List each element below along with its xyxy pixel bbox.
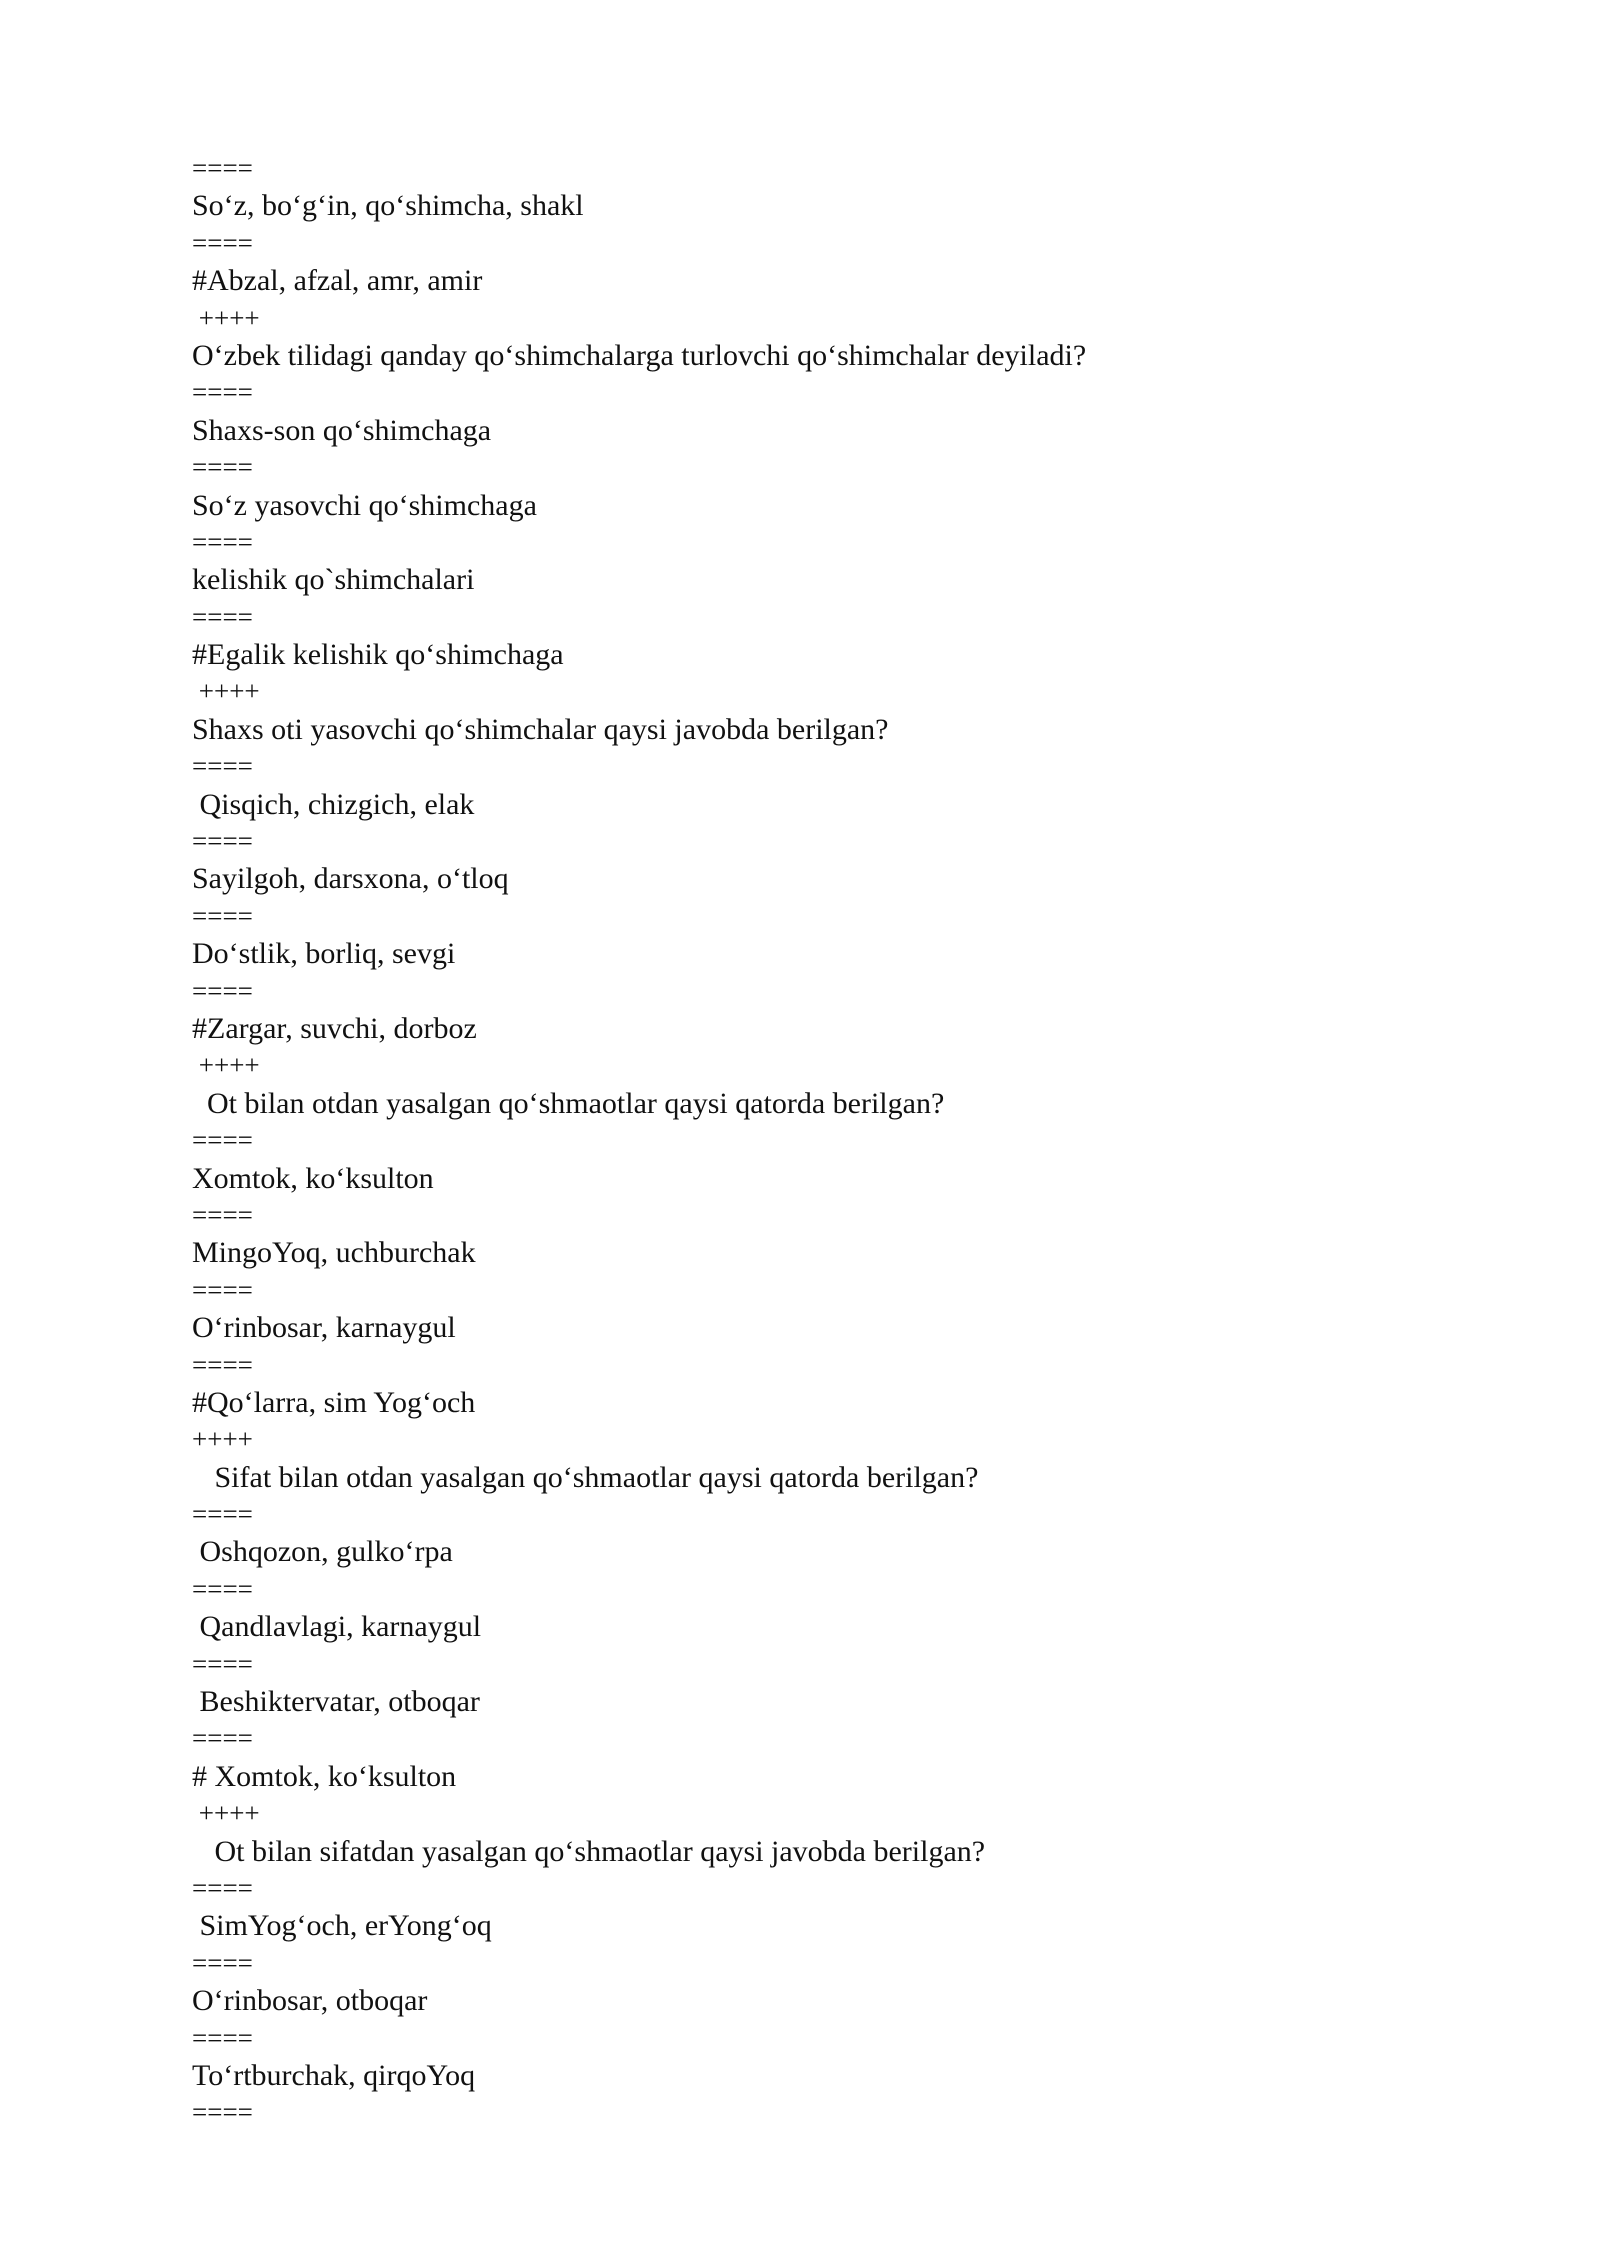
separator-line: ==== [192,826,253,857]
correct-answer-line: #Abzal, afzal, amr, amir [192,264,483,298]
document-text-body [192,150,1492,2132]
text-line: Shaxs oti yasovchi qo‘shimchalar qaysi javobda berilgan? [192,712,889,746]
text-line: Xomtok, ko‘ksulton [192,1161,434,1195]
text-line: Sayilgoh, darsxona, o‘tloq [192,862,509,896]
text-line: O‘rinbosar, otboqar [192,1984,428,2018]
text-line: So‘z yasovchi qo‘shimchaga [192,488,537,522]
separator-line: ==== [192,526,253,557]
separator-line: ==== [192,1199,253,1230]
text-line: So‘z, bo‘g‘in, qo‘shimcha, shakl [192,189,584,223]
separator-line: ==== [192,1125,253,1156]
separator-line: ==== [192,900,253,931]
question-marker-line: ++++ [192,676,260,707]
text-line: Qisqich, chizgich, elak [192,787,475,821]
separator-line: ==== [192,1274,253,1305]
text-line: O‘zbek tilidagi qanday qo‘shimchalarga turlovchi qo‘shimchalar deyiladi? [192,338,1087,372]
separator-line: ==== [192,2022,253,2053]
separator-line: ==== [192,1723,253,1754]
text-line: Shaxs-son qo‘shimchaga [192,413,492,447]
question-marker-line: ++++ [192,1050,260,1081]
question-marker-line: ++++ [192,302,260,333]
separator-line: ==== [192,227,253,258]
text-line: Ot bilan sifatdan yasalgan qo‘shmaotlar qaysi javobda berilgan? [192,1834,986,1868]
separator-line: ==== [192,601,253,632]
text-line: kelishik qo`shimchalari [192,563,475,597]
text-line: SimYog‘och, erYong‘oq [192,1909,492,1943]
separator-line: ==== [192,1872,253,1903]
separator-line: ==== [192,1499,253,1530]
separator-line: ==== [192,2097,253,2128]
correct-answer-line: #Zargar, suvchi, dorboz [192,1011,477,1045]
question-marker-line: ++++ [192,1798,260,1829]
correct-answer-line: # Xomtok, ko‘ksulton [192,1759,457,1793]
text-line: O‘rinbosar, karnaygul [192,1311,456,1345]
question-marker-line: ++++ [192,1424,253,1455]
separator-line: ==== [192,452,253,483]
text-line: MingoYoq, uchburchak [192,1236,476,1270]
text-line: Do‘stlik, borliq, sevgi [192,937,456,971]
separator-line: ==== [192,377,253,408]
separator-line: ==== [192,751,253,782]
correct-answer-line: #Egalik kelishik qo‘shimchaga [192,638,564,672]
separator-line: ==== [192,1573,253,1604]
separator-line: ==== [192,153,253,183]
text-line: Qandlavlagi, karnaygul [192,1610,482,1644]
separator-line: ==== [192,1947,253,1978]
text-line: To‘rtburchak, qirqoYoq [192,2058,476,2092]
separator-line: ==== [192,975,253,1006]
separator-line: ==== [192,1648,253,1679]
text-line: Ot bilan otdan yasalgan qo‘shmaotlar qaysi qatorda berilgan? [192,1086,945,1120]
text-line: Sifat bilan otdan yasalgan qo‘shmaotlar qaysi qatorda berilgan? [192,1460,979,1494]
separator-line: ==== [192,1349,253,1380]
correct-answer-line: #Qo‘larra, sim Yog‘och [192,1385,476,1419]
text-line: Oshqozon, gulko‘rpa [192,1535,453,1569]
text-line: Beshiktervatar, otboqar [192,1685,480,1719]
